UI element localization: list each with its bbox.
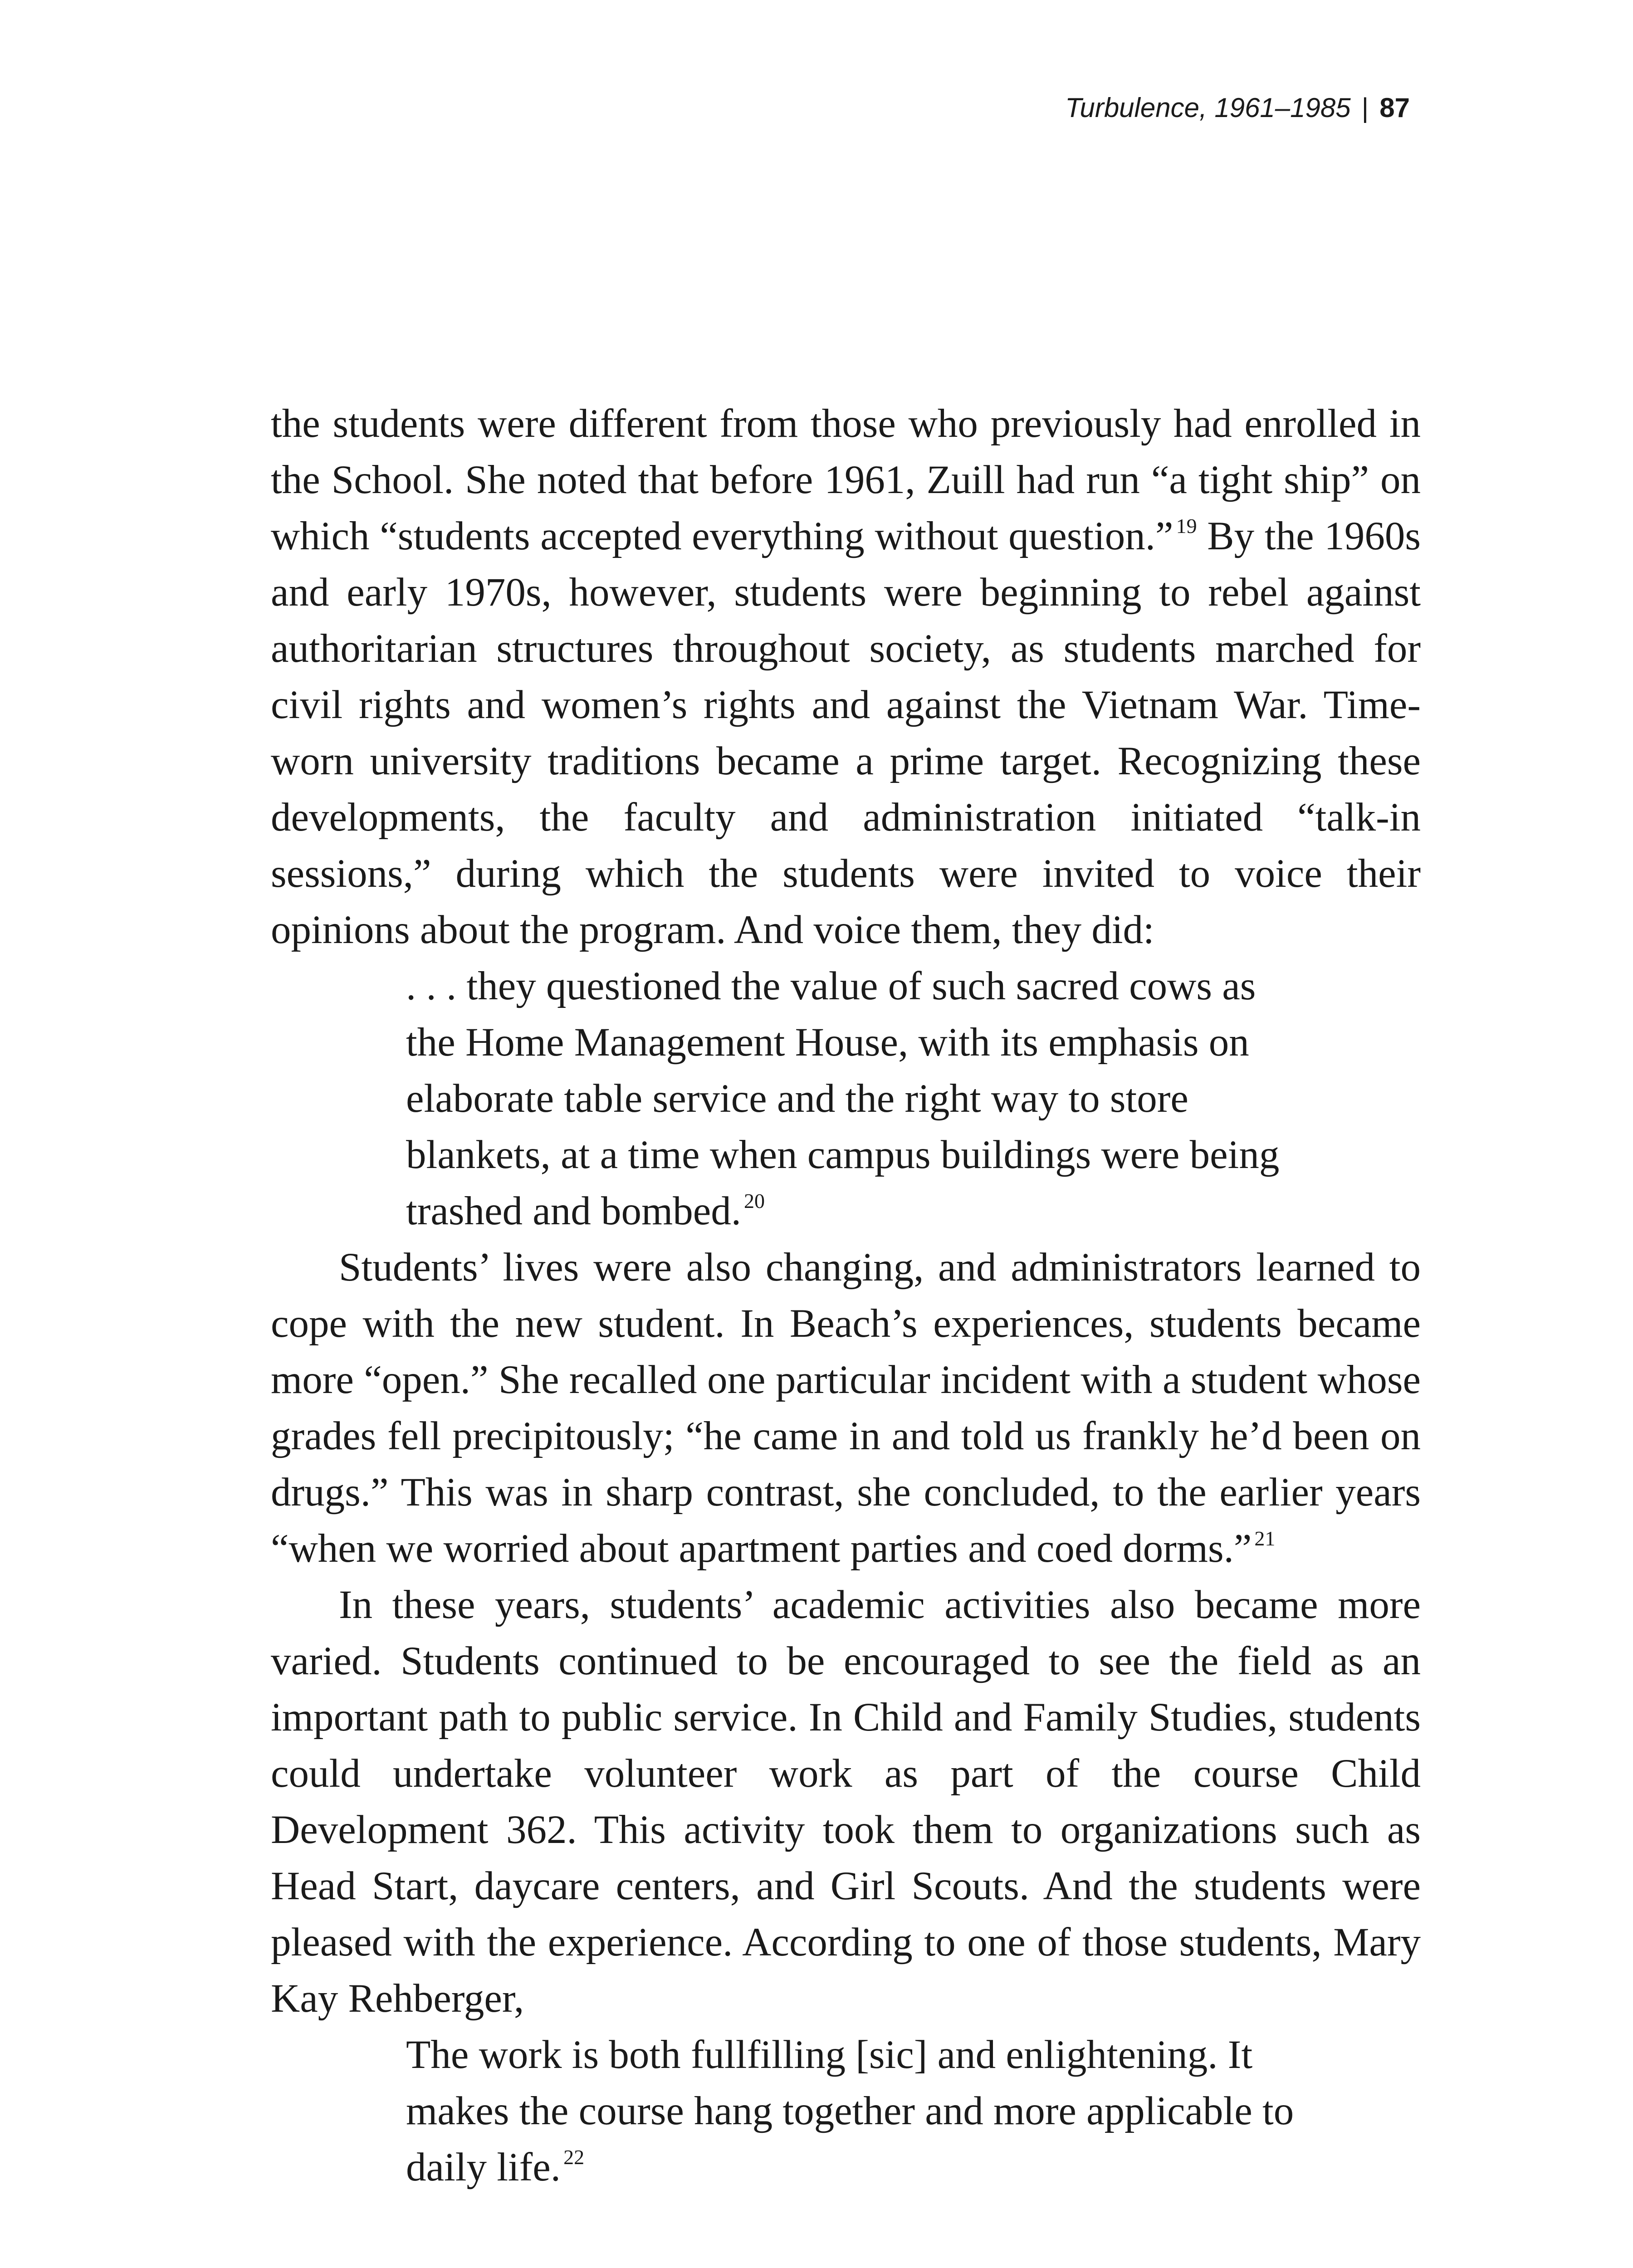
paragraph-text: By the 1960s and early 1970s, however, students were beginning to rebel against authoritarian structures throughout society, as students marched for civil rights and women’s rights and against the Vietnam War. Time-worn university traditions became a prime target. Recognizing these developments, the faculty and administration initiated “talk-in sessions,” during which the students were invited to voice their opinions about the program. And voice them, they did: — [271, 514, 1421, 952]
paragraph — [271, 1239, 1421, 1577]
quote-text: The work is both fullfilling [sic] and enlightening. It makes the course hang together and more applicable to daily life. — [406, 2033, 1294, 2190]
footnote-ref-20: 20 — [744, 1189, 765, 1212]
paragraph-text: Students’ lives were also changing, and administrators learned to cope with the new student. In Beach’s experiences, students became more “open.” She recalled one particular incident with a student whose grades fell precipitously; “he came in and told us frankly he’d been on drugs.” This was in sharp contrast, she concluded, to the earlier years “when we worried about apartment parties and coed dorms.” — [271, 1245, 1421, 1571]
running-head — [1065, 94, 1410, 122]
block-quote — [406, 2027, 1295, 2195]
page-number: 87 — [1379, 93, 1410, 123]
paragraph-text: the students were different from those who previously had enrolled in the School. She noted that before 1961, Zuill had run “a tight ship” on which “students accepted everything without question.” — [271, 401, 1421, 558]
paragraph — [271, 1577, 1421, 2027]
quote-text: . . . they questioned the value of such sacred cows as the Home Management House, with its emphasis on elaborate table service and the right way to store blankets, at a time when campus buildings were being trashed and bombed. — [406, 964, 1280, 1233]
footnote-ref-22: 22 — [563, 2146, 585, 2169]
footnote-ref-21: 21 — [1254, 1527, 1276, 1550]
body-text — [271, 396, 1421, 2195]
block-quote — [406, 958, 1295, 1239]
running-title: Turbulence, 1961–1985 — [1065, 93, 1351, 123]
header-separator: | — [1361, 93, 1369, 123]
footnote-ref-19: 19 — [1176, 514, 1197, 538]
paragraph-continued — [271, 396, 1421, 958]
paragraph-text: In these years, students’ academic activities also became more varied. Students continued to be encouraged to see the field as an important path to public service. In Child and Family Studies, students could undertake volunteer work as part of the course Child Development 362. This activity took them to organizations such as Head Start, daycare centers, and Girl Scouts. And the students were pleased with the experience. According to one of those students, Mary Kay Rehberger, — [271, 1583, 1421, 2021]
